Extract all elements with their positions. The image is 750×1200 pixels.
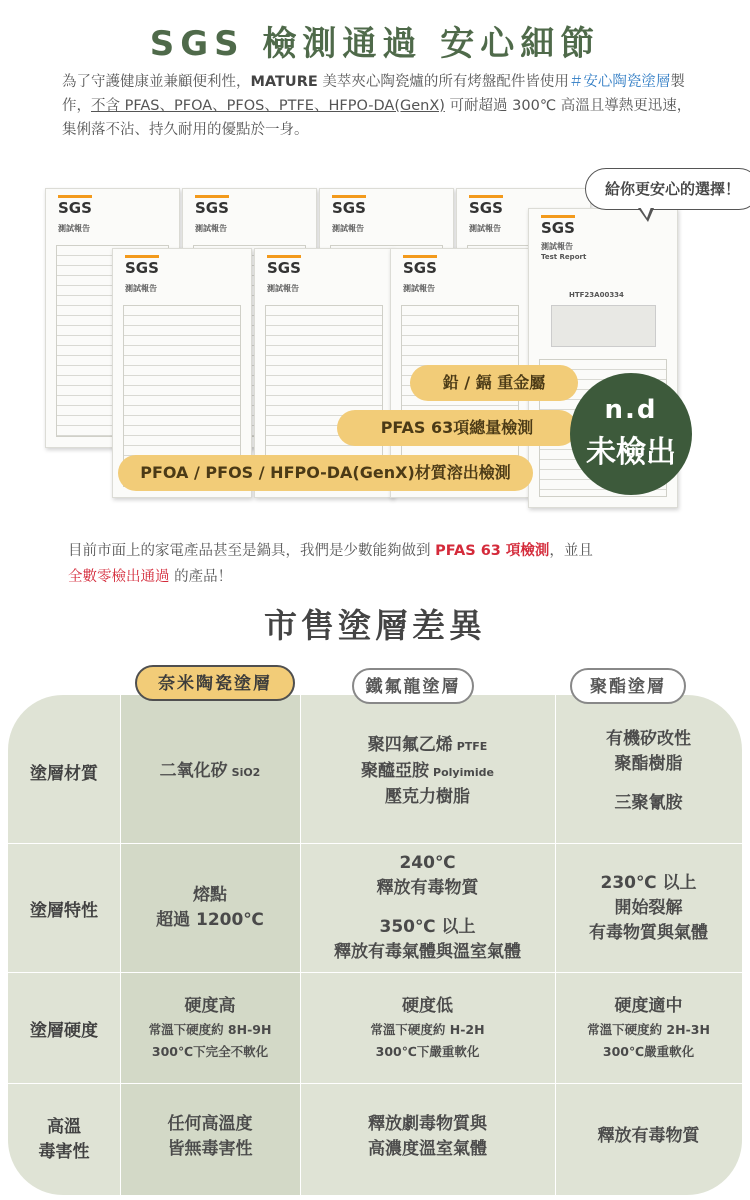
cell-subtext: Polyimide [433, 766, 494, 779]
sgs-logo: SGS [195, 199, 229, 217]
cell-ceramic-material [120, 700, 300, 843]
bubble-tail [640, 207, 651, 218]
cell-text: 開始裂解 [614, 897, 683, 918]
row-label-material: 塗層材質 [30, 764, 98, 784]
cell-text: 300℃嚴重軟化 [602, 1043, 695, 1059]
nd-text: n.d [604, 395, 658, 425]
cell-ceramic-hardness [120, 973, 300, 1083]
cell-text: 聚醯亞胺 [361, 761, 430, 781]
cell-teflon-toxicity [300, 1084, 555, 1189]
note-paragraph [68, 538, 708, 590]
column-header-teflon: 鐵氟龍塗層 [352, 668, 474, 704]
brand-name: MATURE [250, 74, 318, 90]
report-sublabel: Test Report [541, 253, 587, 261]
sgs-report-collage [40, 160, 740, 510]
cell-text: 三聚氰胺 [614, 793, 683, 813]
sample-photo [551, 305, 656, 347]
row-label-toxicity [8, 1084, 120, 1189]
cell-subtext: PTFE [456, 740, 488, 753]
cell-subtext: SiO2 [231, 765, 261, 779]
cell-text: 230℃ 以上 [600, 872, 697, 893]
cell-text: 高濃度溫室氣體 [368, 1138, 487, 1159]
report-code: HTF23A00334 [569, 291, 624, 299]
test-pill-pfas: PFAS 63項總量檢測 [337, 410, 577, 446]
test-pill-dissolution: PFOA / PFOS / HFPO-DA(GenX)材質溶出檢測 [118, 455, 533, 491]
report-label: 測試報告 [469, 224, 501, 233]
sgs-logo: SGS [332, 199, 366, 217]
note-text: 的產品！ [169, 569, 233, 585]
sgs-logo: SGS [541, 219, 575, 237]
intro-text: 製作， [62, 74, 685, 114]
cell-teflon-material [300, 700, 555, 843]
cell-teflon-hardness [300, 973, 555, 1083]
report-label: 測試報告 [125, 284, 157, 293]
report-label: 測試報告 [195, 224, 227, 233]
intro-text: 為了守護健康並兼顧便利性， [62, 74, 251, 90]
not-detected-badge [570, 373, 692, 495]
row-label-property: 塗層特性 [30, 900, 98, 921]
report-label: 測試報告 [403, 284, 435, 293]
cell-polyester-material [555, 700, 742, 843]
cell-text: 240℃ [399, 853, 456, 873]
intro-text: 可耐超過 300℃ 高溫且導熱更迅速，集俐落不沾、持久耐用的優點於一身。 [62, 98, 692, 138]
cell-text: 常溫下硬度約 8H-9H [148, 1021, 272, 1037]
section-title-sgs: SGS 檢測通過 安心細節 [149, 24, 601, 64]
intro-paragraph [62, 70, 702, 142]
test-pill-heavy-metal: 鉛 / 鎘 重金屬 [410, 365, 578, 401]
cell-text: 聚酯樹脂 [614, 754, 683, 774]
cell-text: 300℃下完全不軟化 [151, 1043, 269, 1059]
cell-text: 任何高溫度 [167, 1113, 253, 1134]
nd-label: 未檢出 [586, 435, 676, 470]
note-highlight: 全數零檢出通過 [68, 569, 170, 585]
cell-text: 超過 1200℃ [156, 910, 264, 930]
sgs-logo: SGS [267, 259, 301, 277]
column-header-polyester: 聚酯塗層 [570, 668, 686, 704]
cell-text: 釋放有毒物質 [376, 878, 479, 898]
section-title-compare: 市售塗層差異 [264, 606, 486, 645]
cell-text: 300℃下嚴重軟化 [375, 1043, 480, 1059]
cell-text: 350℃ 以上 [379, 917, 476, 937]
cell-text: 壓克力樹脂 [385, 787, 470, 807]
cell-polyester-hardness [555, 973, 742, 1083]
cell-text: 釋放劇毒物質與 [368, 1113, 487, 1134]
free-of-list: 不含 PFAS、PFOA、PFOS、PTFE、HFPO-DA(GenX) [91, 98, 445, 114]
row-label-text: 毒害性 [38, 1141, 90, 1162]
row-label-hardness: 塗層硬度 [30, 1020, 98, 1041]
cell-text: 常溫下硬度約 2H-3H [587, 1021, 710, 1037]
report-label: 測試報告 [267, 284, 299, 293]
cell-text: 釋放有毒氣體與溫室氣體 [334, 942, 521, 962]
cell-text: 常溫下硬度約 H-2H [370, 1021, 485, 1037]
row-label-text: 高溫 [47, 1116, 81, 1137]
cell-text: 二氧化矽 [159, 760, 228, 781]
sgs-logo: SGS [469, 199, 503, 217]
report-label: 測試報告 [332, 224, 364, 233]
note-text: ，並且 [549, 543, 593, 559]
sgs-logo: SGS [125, 259, 159, 277]
cell-text: 硬度低 [402, 995, 453, 1016]
sgs-logo: SGS [58, 199, 92, 217]
cell-text: 硬度適中 [614, 995, 683, 1016]
sgs-logo: SGS [403, 259, 437, 277]
cell-text: 有毒物質與氣體 [589, 922, 708, 943]
hashtag-link[interactable]: ＃安心陶瓷塗層 [568, 74, 671, 90]
cell-text: 聚四氟乙烯 [367, 735, 453, 755]
cell-polyester-property [555, 844, 742, 972]
cell-ceramic-toxicity [120, 1084, 300, 1189]
note-highlight: PFAS 63 項檢測 [435, 543, 550, 559]
report-label: 測試報告 [58, 224, 90, 233]
cell-teflon-property [300, 844, 555, 972]
intro-text: 美萃夾心陶瓷爐的所有烤盤配件皆使用 [317, 74, 569, 90]
column-header-ceramic: 奈米陶瓷塗層 [135, 665, 295, 701]
cell-text: 有機矽改性 [606, 729, 691, 749]
cell-text: 釋放有毒物質 [597, 1126, 700, 1146]
cell-text: 熔點 [193, 885, 227, 905]
report-label: 測試報告 [541, 242, 573, 251]
cell-text: 硬度高 [184, 995, 236, 1016]
cell-ceramic-property [120, 844, 300, 972]
cell-polyester-toxicity [555, 1084, 742, 1189]
cell-text: 皆無毒害性 [167, 1138, 253, 1159]
speech-bubble: 給你更安心的選擇！ [585, 168, 750, 210]
note-text: 目前市面上的家電產品甚至是鍋具，我們是少數能夠做到 [68, 543, 436, 559]
